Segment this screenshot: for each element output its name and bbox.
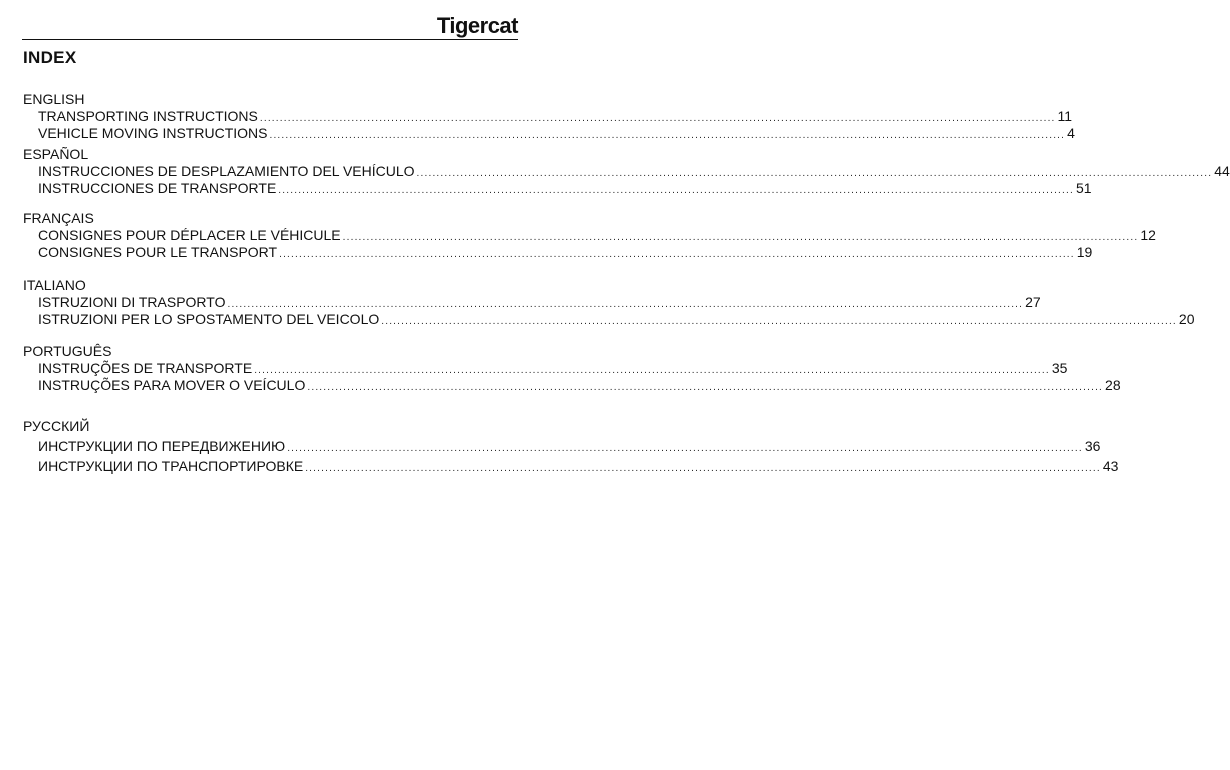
language-heading: ITALIANO [23,277,86,293]
section-russian [23,418,1119,475]
dot-leader: ........................................................................................................................................................................................................ [416,168,1213,179]
language-heading: ESPAÑOL [23,146,89,162]
entry-label: CONSIGNES POUR DÉPLACER LE VÉHICULE [38,227,341,243]
entry-label: INSTRUCCIONES DE DESPLAZAMIENTO DEL VEHÍCULO [38,163,415,179]
toc-entry[interactable] [38,377,1121,394]
toc-entry[interactable] [38,294,1041,311]
entry-page: 20 [1178,311,1195,327]
dot-leader: ........................................................................................................................................................................................................ [259,113,1056,124]
dot-leader: ........................................................................................................................................................................................................ [342,232,1139,243]
entry-page: 44 [1214,163,1230,179]
dot-leader: ........................................................................................................................................................................................................ [279,249,1075,260]
section-portugues [23,343,1121,394]
dot-leader: ........................................................................................................................................................................................................ [227,299,1024,310]
entry-label: INSTRUÇÕES PARA MOVER O VEÍCULO [38,377,306,393]
toc-entry[interactable] [38,108,1073,125]
dot-leader: ........................................................................................................................................................................................................ [287,443,1083,454]
language-heading: ENGLISH [23,91,85,107]
entry-page: 4 [1067,125,1075,141]
header-rule [22,39,518,40]
toc-entry[interactable] [38,163,1230,180]
language-heading: FRANÇAIS [23,210,94,226]
dot-leader: ........................................................................................................................................................................................................ [278,185,1074,196]
entry-page: 28 [1105,377,1121,393]
toc-entry[interactable] [38,311,1195,328]
brand-logo: Tigercat [436,13,518,38]
section-espanol [23,146,1230,197]
dot-leader: ........................................................................................................................................................................................................ [254,365,1050,376]
entry-page: 51 [1075,180,1092,196]
dot-leader: ........................................................................................................................................................................................................ [305,463,1101,474]
toc-entry[interactable] [38,438,1101,455]
toc-entry[interactable] [38,227,1156,244]
entry-page: 19 [1076,244,1093,260]
dot-leader: ........................................................................................................................................................................................................ [381,316,1177,327]
entry-label: ISTRUZIONI DI TRASPORTO [38,294,226,310]
entry-label: TRANSPORTING INSTRUCTIONS [38,108,258,124]
entry-label: INSTRUÇÕES DE TRANSPORTE [38,360,253,376]
entry-label: ISTRUZIONI PER LO SPOSTAMENTO DEL VEICOLO [38,311,380,327]
entry-label: ИНСТРУКЦИИ ПО ТРАНСПОРТИРОВКЕ [38,458,304,474]
page-title: INDEX [23,48,77,67]
section-english [23,91,1075,142]
dot-leader: ........................................................................................................................................................................................................ [307,382,1104,393]
section-francais [23,210,1156,261]
entry-label: INSTRUCCIONES DE TRANSPORTE [38,180,277,196]
toc-entry[interactable] [38,244,1093,261]
section-italiano [23,277,1195,328]
entry-label: CONSIGNES POUR LE TRANSPORT [38,244,278,260]
language-heading: PORTUGUÊS [23,343,112,359]
entry-page: 11 [1057,108,1073,124]
toc-entry[interactable] [38,125,1075,142]
entry-page: 43 [1102,458,1119,474]
dot-leader: ........................................................................................................................................................................................................ [269,130,1066,141]
toc-entry[interactable] [38,180,1092,197]
entry-page: 35 [1051,360,1068,376]
language-heading: РУССКИЙ [23,418,90,434]
toc-entry[interactable] [38,360,1068,377]
entry-page: 36 [1084,438,1101,454]
toc-entry[interactable] [38,458,1119,475]
entry-page: 27 [1025,294,1041,310]
entry-label: ИНСТРУКЦИИ ПО ПЕРЕДВИЖЕНИЮ [38,438,286,454]
entry-label: VEHICLE MOVING INSTRUCTIONS [38,125,268,141]
entry-page: 12 [1140,227,1156,243]
